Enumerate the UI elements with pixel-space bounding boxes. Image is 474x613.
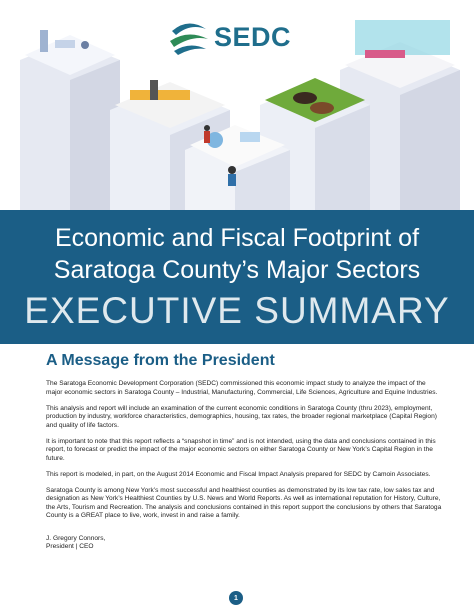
signature-name: J. Gregory Connors,	[46, 534, 106, 542]
title-banner	[0, 210, 474, 344]
sedc-swoosh-icon	[168, 19, 210, 55]
paragraph-2: This analysis and report will include an examination of the current economic conditions in Saratoga County (thru 2023), employment, production by industry, workforce characteristics, demographics, housing, tax rates, the broader regional marketplace (Capital Region) and quality of life factors.	[46, 404, 437, 429]
president-message	[46, 352, 442, 552]
page-number: 1	[229, 591, 243, 605]
paragraph-5: Saratoga County is among New York’s most successful and healthiest counties as demonstrated by its low tax rate, low sales tax and designation as New York’s Healthiest Counties by U.S. News and World Reports. As well as international reputation for History, Culture, the Arts, Tourism and Recreation. The analysis and conclusions contained in this report support the conclusions by others that Saratoga County is a GREAT place to live, work, invest in and raise a family.	[46, 486, 442, 519]
executive-summary-label: EXECUTIVE SUMMARY	[24, 290, 450, 331]
sedc-logo	[168, 12, 308, 62]
signature	[46, 535, 442, 552]
paragraph-4: This report is modeled, in part, on the August 2014 Economic and Fiscal Impact Analysis prepared for SEDC by Camoin Associates.	[46, 470, 431, 478]
report-title-line-1: Economic and Fiscal Footprint of	[54, 224, 420, 252]
paragraph-3: It is important to note that this report reflects a “snapshot in time” and is not intended, using the data and conclusions contained in this report, to forecast or predict the impact of the major economic sectors on either Saratoga County or New York’s Capital Region in the future.	[46, 437, 436, 462]
report-title-line-2: Saratoga County’s Major Sectors	[53, 256, 421, 284]
logo-text: SEDC	[214, 21, 292, 52]
hero-illustration	[0, 0, 474, 210]
report-title	[0, 222, 474, 286]
section-heading: A Message from the President	[46, 352, 275, 369]
paragraph-1: The Saratoga Economic Development Corporation (SEDC) commissioned this economic impact study to analyze the impact of the major economic sectors in Saratoga County – Industrial, Manufacturing, Commercial, Life Sciences, Agriculture and Equine Industries.	[46, 380, 438, 396]
signature-title: President | CEO	[46, 543, 94, 550]
